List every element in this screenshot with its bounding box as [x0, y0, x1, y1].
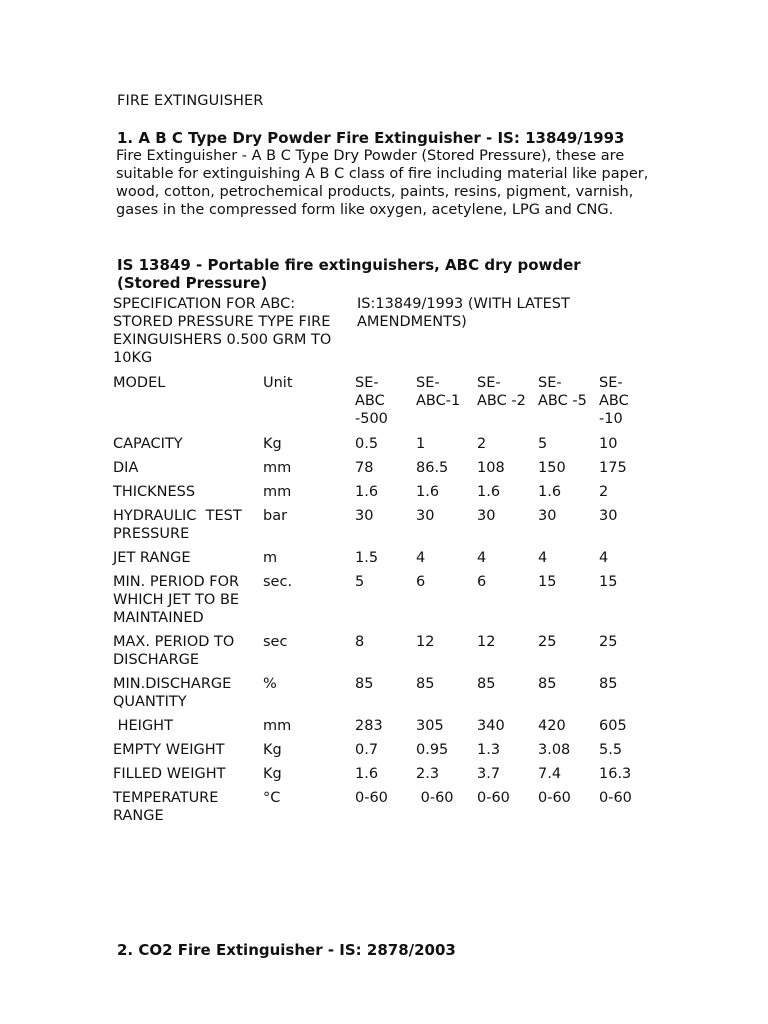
table-cell-value: 420: [538, 718, 566, 734]
standard-subheading: IS 13849 - Portable fire extinguishers, ABC dry powder (Stored Pressure): [117, 256, 581, 292]
table-cell-value: 30: [538, 508, 557, 524]
table-cell-value: 86.5: [416, 460, 449, 476]
table-cell-value: 108: [477, 460, 505, 476]
table-cell-value: 2: [477, 436, 487, 452]
table-cell-value: 7.4: [538, 766, 562, 782]
table-header-cell: Unit: [263, 375, 293, 391]
table-cell-unit: bar: [263, 508, 288, 524]
table-cell-unit: m: [263, 550, 278, 566]
table-cell-value: 0-60: [599, 790, 632, 806]
table-cell-unit: mm: [263, 460, 292, 476]
table-cell-value: 10: [599, 436, 618, 452]
table-row: [113, 483, 649, 507]
table-row: [113, 741, 649, 765]
table-cell-value: 1.6: [538, 484, 562, 500]
table-body: [113, 435, 649, 831]
table-cell-parameter: THICKNESS: [113, 484, 196, 500]
table-cell-value: 30: [416, 508, 435, 524]
table-cell-parameter: MIN. PERIOD FOR WHICH JET TO BE MAINTAINED: [113, 574, 244, 626]
table-cell-value: 175: [599, 460, 627, 476]
table-row: [113, 633, 649, 675]
table-cell-value: 0-60: [538, 790, 571, 806]
table-cell-value: 1.6: [355, 484, 379, 500]
table-cell-value: 1: [416, 436, 426, 452]
table-row: [113, 573, 649, 633]
table-cell-value: 25: [538, 634, 557, 650]
table-cell-value: 30: [599, 508, 618, 524]
table-cell-value: 15: [538, 574, 557, 590]
table-header-cell: MODEL: [113, 375, 166, 391]
specification-label: SPECIFICATION FOR ABC: STORED PRESSURE TYPE FIRE EXINGUISHERS 0.500 GRM TO 10KG: [113, 296, 332, 366]
table-cell-value: 16.3: [599, 766, 632, 782]
table-cell-value: 85: [355, 676, 374, 692]
table-cell-parameter: CAPACITY: [113, 436, 183, 452]
table-cell-parameter: DIA: [113, 460, 139, 476]
table-cell-value: 6: [416, 574, 426, 590]
table-row: [113, 675, 649, 717]
table-header-cell: SE- ABC -10: [599, 375, 629, 427]
table-cell-value: 0.7: [355, 742, 379, 758]
table-cell-value: 12: [416, 634, 435, 650]
table-cell-value: 3.08: [538, 742, 571, 758]
table-cell-value: 1.6: [477, 484, 501, 500]
table-cell-value: 30: [477, 508, 496, 524]
table-cell-parameter: JET RANGE: [113, 550, 191, 566]
table-cell-parameter: FILLED WEIGHT: [113, 766, 226, 782]
specification-standard: IS:13849/1993 (WITH LATEST AMENDMENTS): [357, 296, 570, 330]
table-cell-value: 25: [599, 634, 618, 650]
table-row: [113, 459, 649, 483]
table-row: [113, 549, 649, 573]
table-cell-parameter: TEMPERATURE RANGE: [113, 790, 224, 824]
table-cell-value: 85: [599, 676, 618, 692]
table-cell-value: 1.6: [355, 766, 379, 782]
table-cell-value: 6: [477, 574, 487, 590]
table-cell-value: 3.7: [477, 766, 501, 782]
table-cell-value: 85: [477, 676, 496, 692]
table-cell-unit: Kg: [263, 742, 282, 758]
table-header-cell: SE- ABC -500: [355, 375, 388, 427]
table-row: [113, 765, 649, 789]
table-cell-value: 85: [416, 676, 435, 692]
table-cell-value: 305: [416, 718, 444, 734]
table-cell-unit: mm: [263, 484, 292, 500]
table-cell-value: 15: [599, 574, 618, 590]
section-1-heading: 1. A B C Type Dry Powder Fire Extinguisher - IS: 13849/1993: [117, 129, 625, 147]
table-header-row: [113, 374, 649, 435]
table-cell-unit: sec.: [263, 574, 293, 590]
table-cell-value: 78: [355, 460, 374, 476]
table-cell-value: 0-60: [355, 790, 388, 806]
table-cell-value: 4: [416, 550, 426, 566]
table-cell-value: 1.3: [477, 742, 501, 758]
table-cell-value: 8: [355, 634, 365, 650]
table-cell-value: 0.95: [416, 742, 449, 758]
table-cell-value: 4: [477, 550, 487, 566]
table-cell-value: 605: [599, 718, 627, 734]
table-cell-unit: Kg: [263, 766, 282, 782]
table-cell-value: 4: [538, 550, 548, 566]
table-cell-parameter: MIN.DISCHARGE QUANTITY: [113, 676, 236, 710]
table-cell-value: 2: [599, 484, 609, 500]
table-cell-unit: Kg: [263, 436, 282, 452]
table-cell-value: 85: [538, 676, 557, 692]
table-cell-value: 340: [477, 718, 505, 734]
table-cell-value: 5.5: [599, 742, 623, 758]
table-cell-parameter: EMPTY WEIGHT: [113, 742, 225, 758]
table-cell-value: 4: [599, 550, 609, 566]
table-header-cell: SE- ABC -5: [538, 375, 587, 409]
table-cell-value: 1.5: [355, 550, 379, 566]
document-title: FIRE EXTINGUISHER: [117, 93, 264, 109]
table-row: [113, 435, 649, 459]
section-1-description: Fire Extinguisher - A B C Type Dry Powder (Stored Pressure), these are suitable for extinguishing A B C class of fire including material like paper, wood, cotton, petrochemical products, paints, resins, pigment, varnish, gases in the compressed form like oxygen, acetylene, LPG and CNG.: [116, 148, 649, 218]
table-cell-value: 150: [538, 460, 566, 476]
table-cell-value: 0-60: [416, 790, 454, 806]
table-cell-unit: sec: [263, 634, 288, 650]
table-cell-unit: %: [263, 676, 277, 692]
table-header-cell: SE- ABC-1: [416, 375, 461, 409]
table-cell-value: 12: [477, 634, 496, 650]
table-cell-value: 5: [355, 574, 365, 590]
section-2-heading: 2. CO2 Fire Extinguisher - IS: 2878/2003: [117, 941, 456, 959]
table-cell-unit: mm: [263, 718, 292, 734]
table-row: [113, 507, 649, 549]
table-header-cell: SE- ABC -2: [477, 375, 526, 409]
specification-table: [113, 374, 649, 831]
table-cell-value: 1.6: [416, 484, 440, 500]
table-cell-value: 0.5: [355, 436, 379, 452]
table-cell-value: 30: [355, 508, 374, 524]
table-cell-unit: °C: [263, 790, 281, 806]
table-cell-parameter: HYDRAULIC TEST PRESSURE: [113, 508, 247, 542]
table-cell-value: 5: [538, 436, 548, 452]
table-row: [113, 789, 649, 831]
table-cell-value: 283: [355, 718, 383, 734]
table-cell-value: 0-60: [477, 790, 510, 806]
table-cell-value: 2.3: [416, 766, 440, 782]
table-cell-parameter: MAX. PERIOD TO DISCHARGE: [113, 634, 239, 668]
table-row: [113, 717, 649, 741]
table-cell-parameter: HEIGHT: [113, 718, 173, 734]
